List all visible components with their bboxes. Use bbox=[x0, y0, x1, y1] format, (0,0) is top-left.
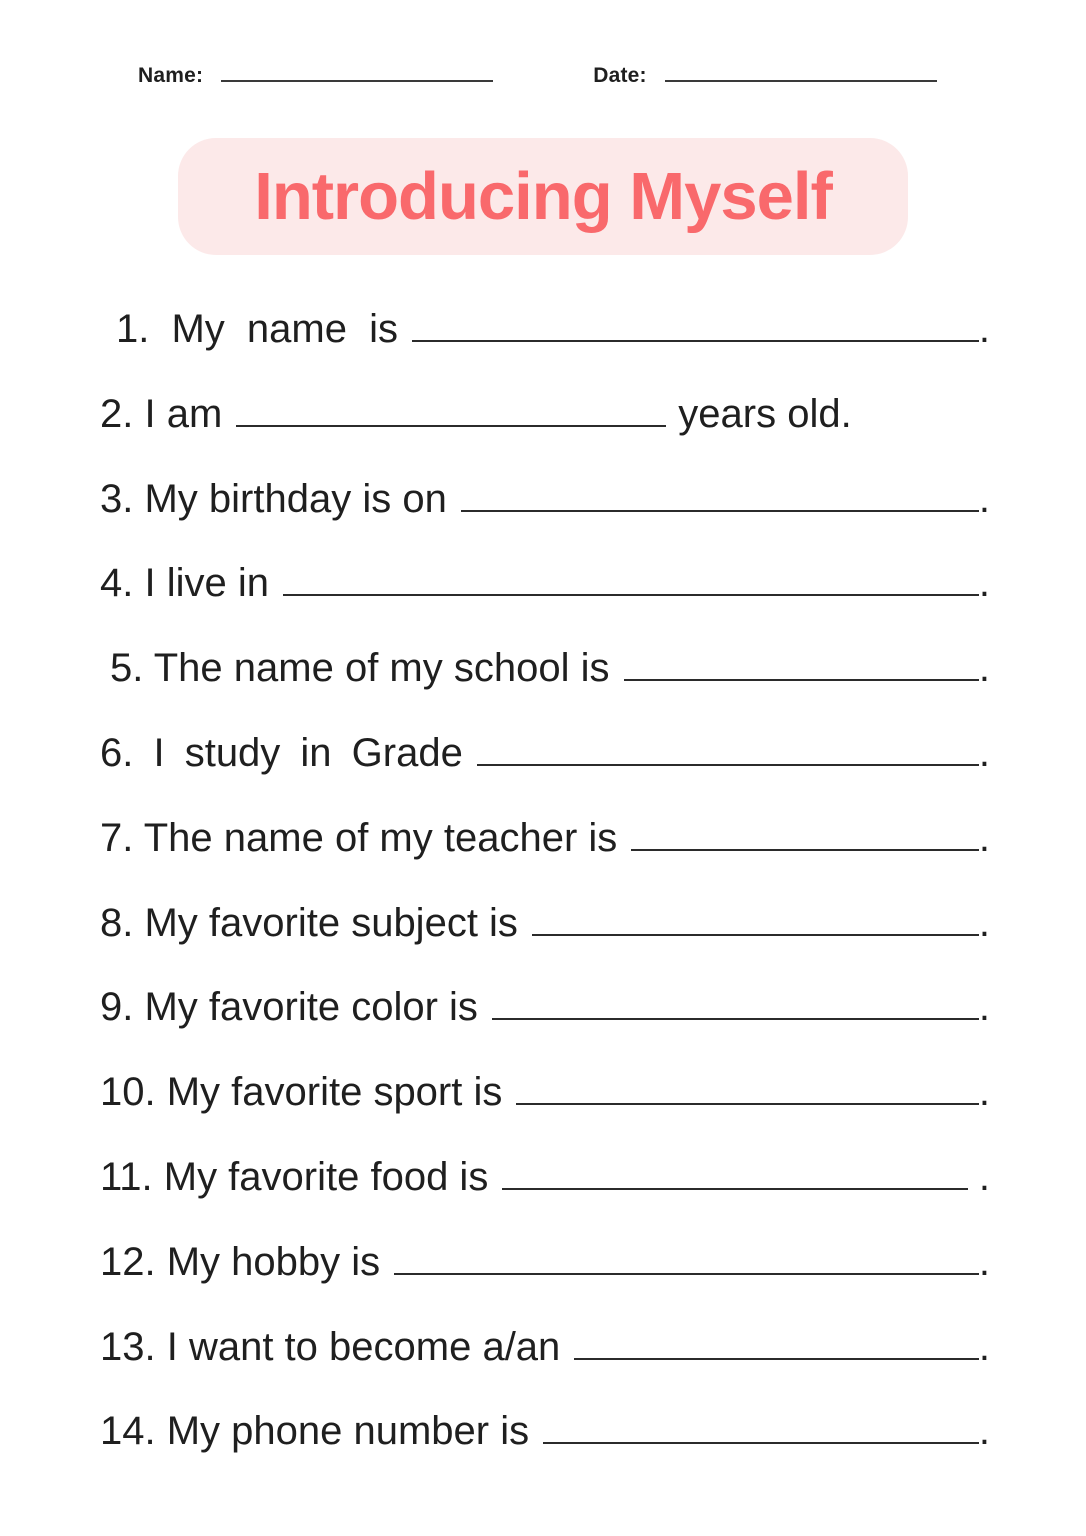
question-suffix: . bbox=[978, 646, 990, 691]
question-text: 7. The name of my teacher is bbox=[100, 815, 618, 860]
question-row bbox=[100, 392, 990, 437]
answer-blank-line[interactable] bbox=[532, 934, 979, 936]
title-banner bbox=[178, 138, 908, 255]
answer-blank-line[interactable] bbox=[461, 510, 979, 512]
question-suffix: . bbox=[978, 561, 990, 606]
question-text: 8. My favorite subject is bbox=[100, 900, 518, 945]
question-text: 4. I live in bbox=[100, 561, 269, 606]
question-row bbox=[100, 1409, 990, 1454]
answer-blank-line[interactable] bbox=[543, 1442, 979, 1444]
question-suffix: . bbox=[978, 1409, 990, 1454]
answer-blank-line[interactable] bbox=[502, 1188, 967, 1190]
answer-blank-line[interactable] bbox=[624, 679, 979, 681]
answer-blank-line[interactable] bbox=[477, 764, 979, 766]
name-blank-line[interactable] bbox=[221, 80, 493, 82]
question-text: 12. My hobby is bbox=[100, 1239, 381, 1284]
answer-blank-line[interactable] bbox=[412, 340, 979, 342]
date-label: Date: bbox=[593, 64, 647, 87]
question-row bbox=[100, 816, 990, 861]
question-row bbox=[100, 561, 990, 606]
question-suffix: . bbox=[978, 985, 990, 1030]
name-label: Name: bbox=[138, 64, 204, 87]
question-text: 2. I am bbox=[100, 391, 223, 436]
question-row bbox=[100, 731, 990, 776]
answer-blank-line[interactable] bbox=[516, 1103, 979, 1105]
question-text: 13. I want to become a/an bbox=[100, 1324, 561, 1369]
question-row bbox=[100, 901, 990, 946]
question-row bbox=[100, 1240, 990, 1285]
date-field bbox=[593, 64, 937, 88]
question-suffix: years old. bbox=[678, 391, 852, 436]
question-text: 6. I study in Grade bbox=[100, 730, 463, 775]
header bbox=[0, 0, 1086, 88]
question-suffix: . bbox=[978, 307, 990, 351]
question-row bbox=[100, 646, 990, 691]
question-text: 11. My favorite food is bbox=[100, 1154, 489, 1199]
question-suffix: . bbox=[978, 815, 990, 860]
question-row bbox=[100, 1070, 990, 1115]
answer-blank-line[interactable] bbox=[394, 1273, 979, 1275]
question-list bbox=[0, 307, 1086, 1454]
question-text: 10. My favorite sport is bbox=[100, 1070, 503, 1115]
question-text: 5. The name of my school is bbox=[110, 646, 610, 691]
name-field bbox=[138, 64, 493, 88]
question-row bbox=[100, 477, 990, 522]
page-title: Introducing Myself bbox=[254, 159, 832, 234]
question-text: 9. My favorite color is bbox=[100, 985, 478, 1030]
question-suffix: . bbox=[978, 730, 990, 775]
answer-blank-line[interactable] bbox=[574, 1358, 979, 1360]
question-text: 3. My birthday is on bbox=[100, 476, 447, 521]
question-row bbox=[100, 1155, 990, 1200]
question-suffix: . bbox=[978, 1239, 990, 1284]
question-text: 14. My phone number is bbox=[100, 1409, 530, 1454]
question-row bbox=[100, 1325, 990, 1370]
question-row bbox=[100, 985, 990, 1030]
question-suffix: . bbox=[978, 476, 990, 521]
question-row bbox=[100, 307, 990, 352]
question-suffix: . bbox=[978, 1070, 990, 1115]
answer-blank-line[interactable] bbox=[283, 594, 979, 596]
answer-blank-line[interactable] bbox=[492, 1018, 979, 1020]
answer-blank-line[interactable] bbox=[236, 425, 666, 427]
question-suffix: . bbox=[978, 900, 990, 945]
question-suffix: . bbox=[967, 1154, 990, 1199]
question-suffix: . bbox=[978, 1324, 990, 1369]
question-text: 1. My name is bbox=[116, 307, 398, 351]
answer-blank-line[interactable] bbox=[631, 849, 979, 851]
date-blank-line[interactable] bbox=[665, 80, 937, 82]
